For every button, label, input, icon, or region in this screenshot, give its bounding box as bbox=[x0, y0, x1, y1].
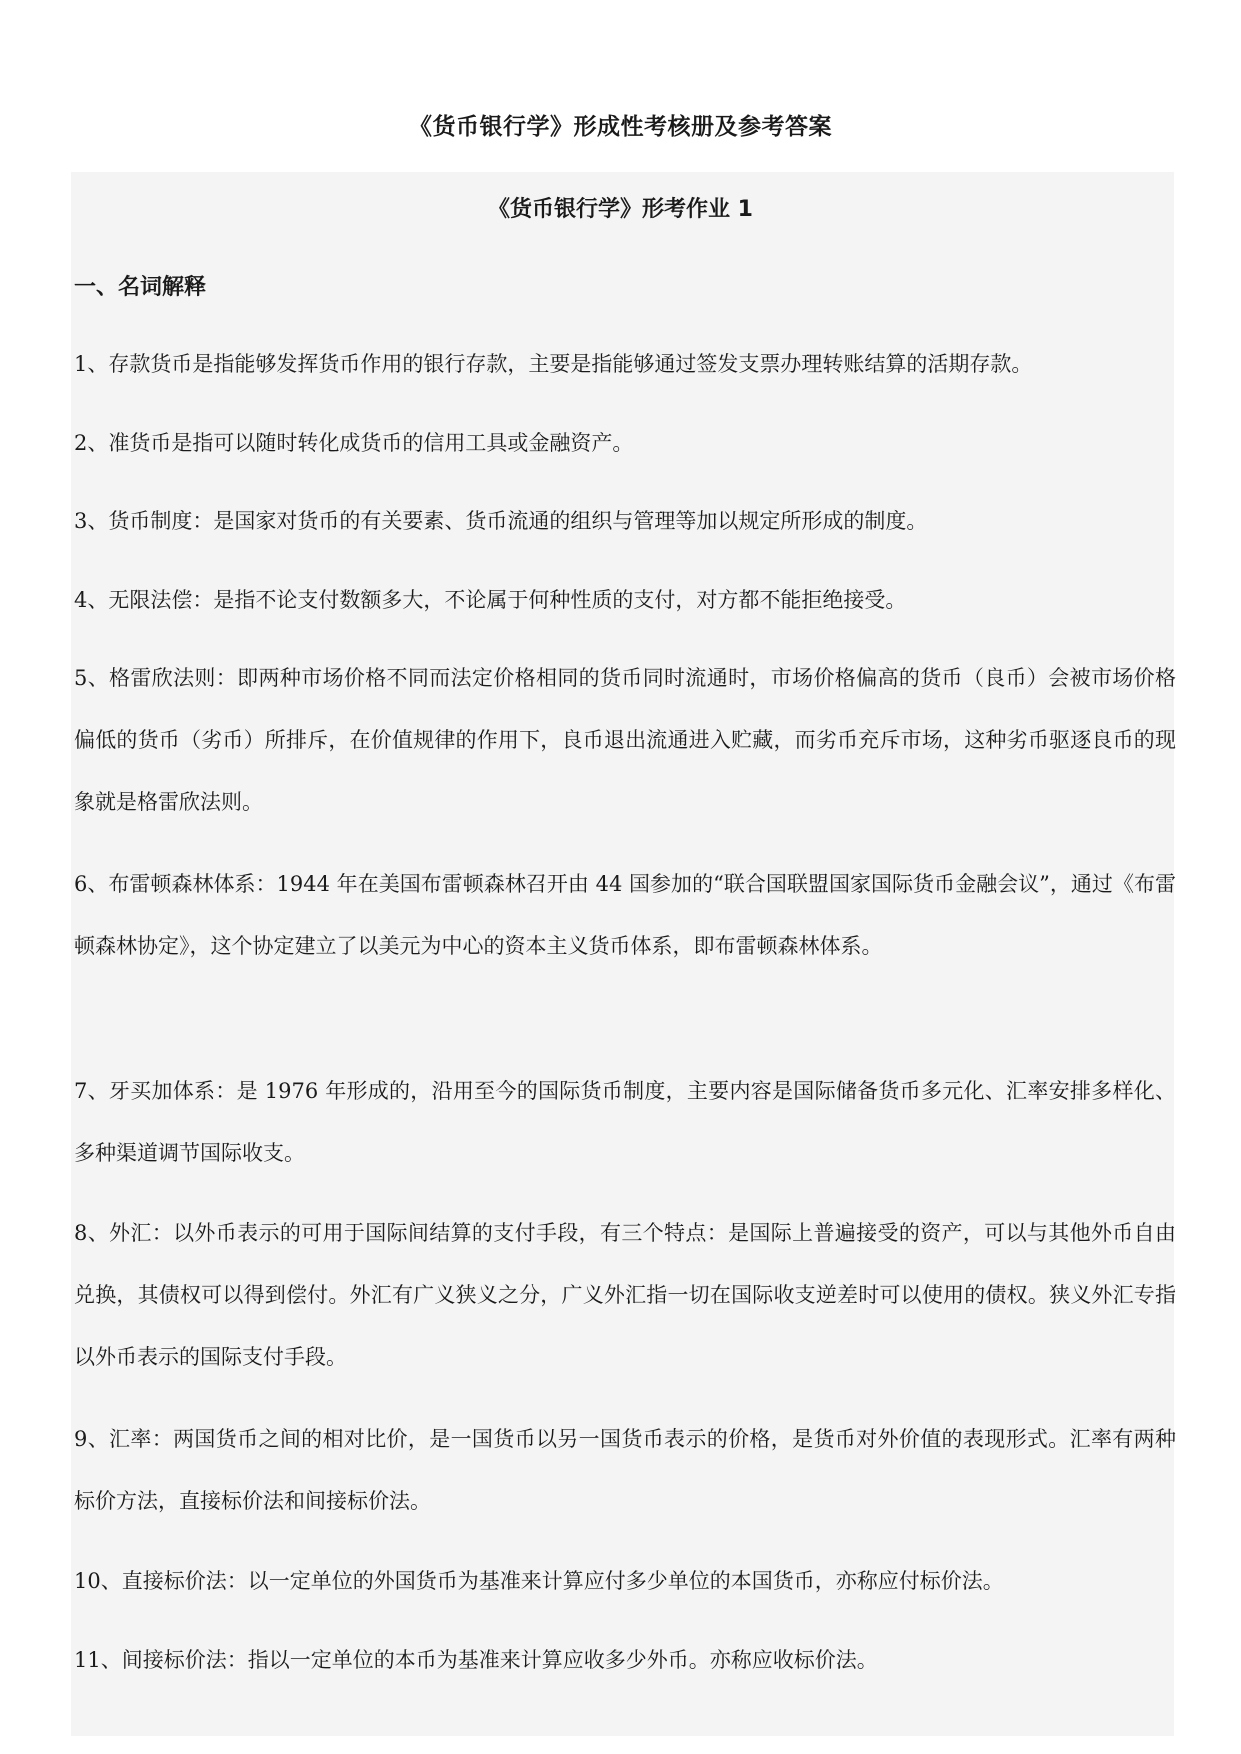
definition-entry: 1、存款货币是指能够发挥货币作用的银行存款，主要是指能够通过签发支票办理转账结算的活期存款。 bbox=[74, 352, 1033, 376]
definition-entry: 4、无限法偿：是指不论支付数额多大，不论属于何种性质的支付，对方都不能拒绝接受。 bbox=[74, 588, 907, 612]
definition-entry: 7、牙买加体系：是 1976 年形成的，沿用至今的国际货币制度，主要内容是国际储备货币多元化、汇率安排多样化、多种渠道调节国际收支。 bbox=[74, 1079, 1176, 1165]
definition-entry: 9、汇率：两国货币之间的相对比价，是一国货币以另一国货币表示的价格，是货币对外价值的表现形式。汇率有两种标价方法，直接标价法和间接标价法。 bbox=[74, 1427, 1176, 1513]
definition-entry: 11、间接标价法：指以一定单位的本币为基准来计算应收多少外币。亦称应收标价法。 bbox=[74, 1648, 878, 1672]
document-title: 《货币银行学》形成性考核册及参考答案 bbox=[409, 114, 832, 140]
definition-entry: 3、货币制度：是国家对货币的有关要素、货币流通的组织与管理等加以规定所形成的制度。 bbox=[74, 509, 928, 533]
definition-entry: 5、格雷欣法则：即两种市场价格不同而法定价格相同的货币同时流通时，市场价格偏高的货币（良币）会被市场价格偏低的货币（劣币）所排斥，在价值规律的作用下，良币退出流通进入贮藏，而劣币充斥市场，这种劣币驱逐良币的现象就是格雷欣法则。 bbox=[74, 666, 1176, 814]
definition-entry: 2、准货币是指可以随时转化成货币的信用工具或金融资产。 bbox=[74, 431, 634, 455]
definition-entry: 10、直接标价法：以一定单位的外国货币为基准来计算应付多少单位的本国货币，亦称应付标价法。 bbox=[74, 1569, 1004, 1593]
definition-entry: 6、布雷顿森林体系：1944 年在美国布雷顿森林召开由 44 国参加的“联合国联盟国家国际货币金融会议”，通过《布雷顿森林协定》，这个协定建立了以美元为中心的资本主义货币体系，即布雷顿森林体系。 bbox=[74, 872, 1176, 958]
definition-entry: 8、外汇：以外币表示的可用于国际间结算的支付手段，有三个特点：是国际上普遍接受的资产，可以与其他外币自由兑换，其债权可以得到偿付。外汇有广义狭义之分，广义外汇指一切在国际收支逆差时可以使用的债权。狭义外汇专指以外币表示的国际支付手段。 bbox=[74, 1221, 1176, 1369]
assignment-title: 《货币银行学》形考作业 1 bbox=[488, 197, 753, 222]
section-heading: 一、名词解释 bbox=[74, 275, 207, 300]
